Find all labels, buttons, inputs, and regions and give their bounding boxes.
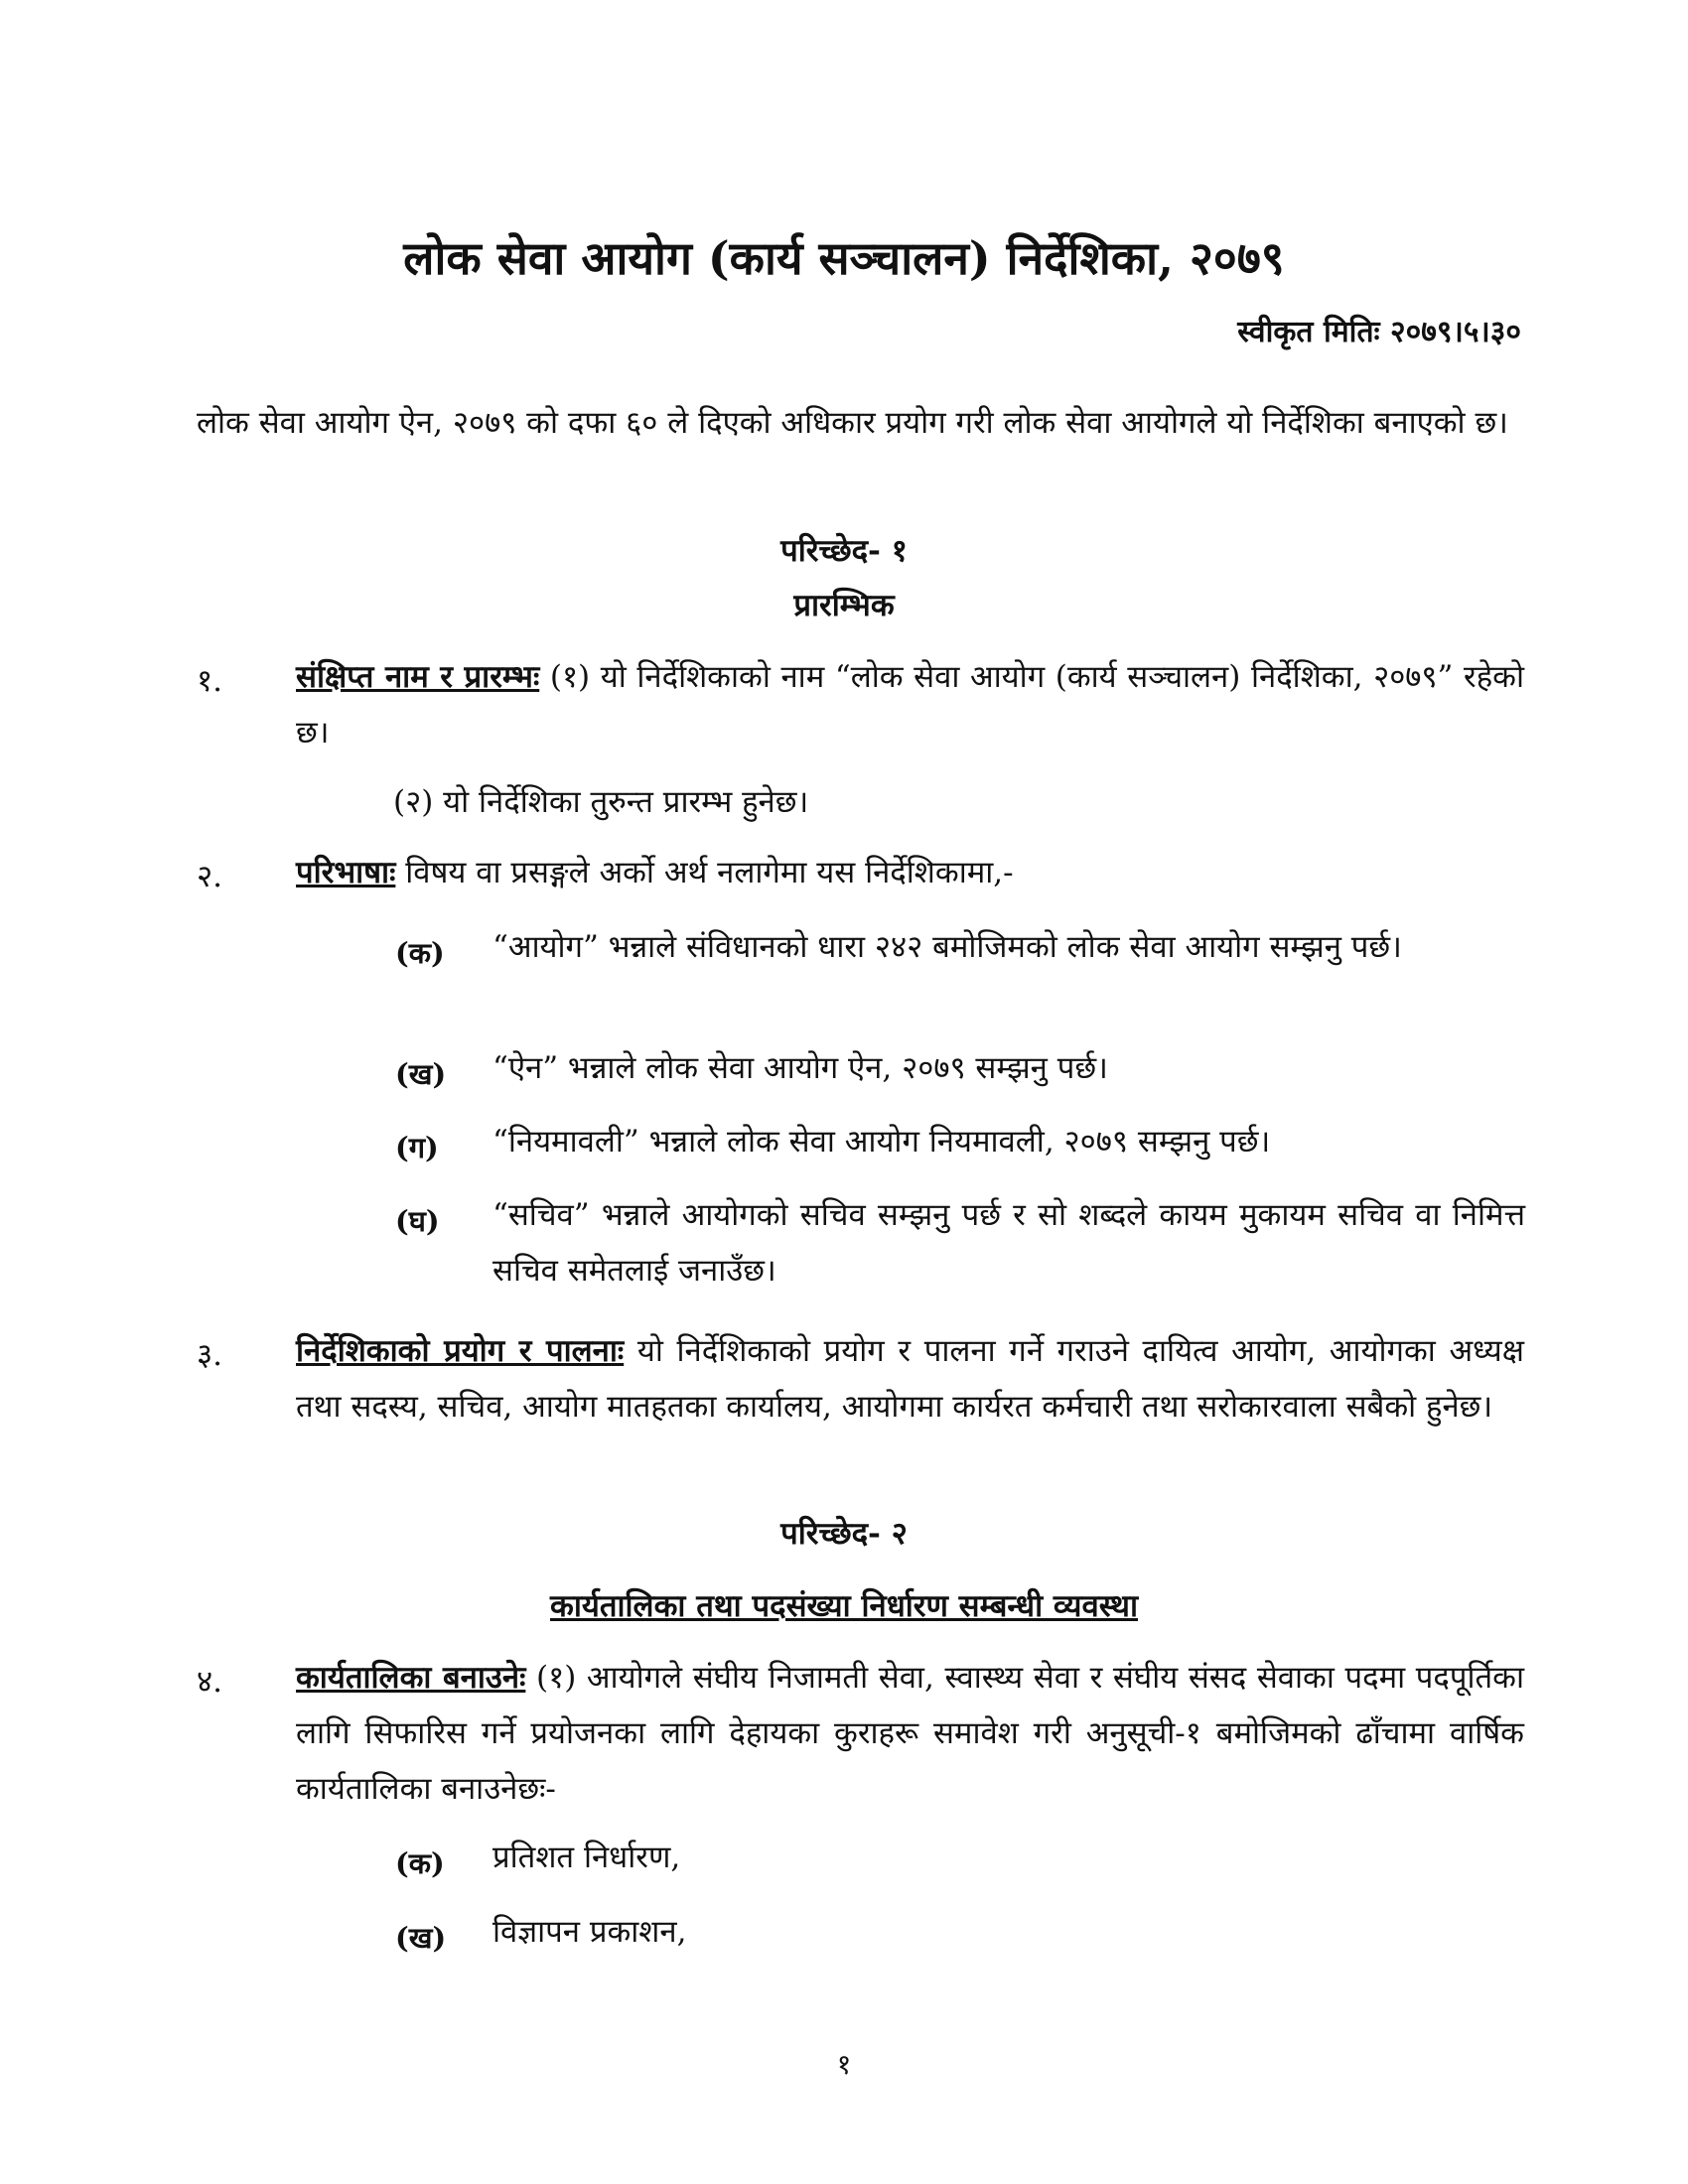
section-1-sub-2: (२) यो निर्देशिका तुरुन्त प्रारम्भ हुनेछ। xyxy=(393,784,809,820)
section-3-heading: निर्देशिकाको प्रयोग र पालनाः xyxy=(296,1333,625,1369)
definition-ga-mark: (ग) xyxy=(395,1131,439,1164)
section-4-item-ka-mark: (क) xyxy=(395,1846,445,1880)
chapter-2-title: कार्यतालिका तथा पदसंख्या निर्धारण सम्बन्धी व्यवस्था xyxy=(550,1588,1138,1624)
definition-ka-mark: (क) xyxy=(395,936,445,970)
definition-kha-mark: (ख) xyxy=(395,1057,447,1091)
section-4-item-ka-text: प्रतिशत निर्धारण, xyxy=(492,1840,681,1875)
section-2-heading: परिभाषाः xyxy=(296,855,396,890)
page-number: १ xyxy=(836,2048,852,2081)
definition-ka-text: “आयोग” भन्नाले संविधानको धारा २४२ बमोजिमको लोक सेवा आयोग सम्झनु पर्छ। xyxy=(492,929,1402,965)
definition-ga-text: “नियमावली” भन्नाले लोक सेवा आयोग नियमावली, २०७९ सम्झनु पर्छ। xyxy=(492,1124,1271,1160)
chapter-2-label: परिच्छेद- २ xyxy=(780,1516,908,1552)
section-3-number: ३. xyxy=(197,1337,222,1373)
chapter-1-label: परिच्छेद- १ xyxy=(780,533,908,569)
section-1-body xyxy=(296,649,1524,760)
chapter-1-title: प्रारम्भिक xyxy=(793,588,895,623)
section-4-body xyxy=(296,1650,1524,1817)
section-4-text: (१) आयोगले संघीय निजामती सेवा, स्वास्थ्य सेवा र संघीय संसद सेवाका पदमा पदपूर्तिका लागि सिफारिस गर्ने प्रयोजनका लागि देहायका कुराहरू समावेश गरी अनुसूची-१ बमोजिमको ढाँचामा वार्षिक कार्यतालिका बनाउनेछः- xyxy=(296,1660,1524,1807)
definition-kha-text: “ऐन” भन्नाले लोक सेवा आयोग ऐन, २०७९ सम्झनु पर्छ। xyxy=(492,1050,1108,1086)
section-2-text: विषय वा प्रसङ्गले अर्को अर्थ नलागेमा यस निर्देशिकामा,- xyxy=(395,855,1014,890)
section-1-number: १. xyxy=(197,663,222,699)
section-2-body xyxy=(296,845,1524,900)
section-4-item-kha-text: विज्ञापन प्रकाशन, xyxy=(492,1914,687,1950)
section-4-item-kha-mark: (ख) xyxy=(395,1921,447,1955)
approved-date: स्वीकृत मितिः २०७९।५।३० xyxy=(1237,315,1521,349)
document-title: लोक सेवा आयोग (कार्य सञ्चालन) निर्देशिका, २०७९ xyxy=(403,231,1285,285)
section-4-heading: कार्यतालिका बनाउनेः xyxy=(296,1660,526,1696)
section-3-text: यो निर्देशिकाको प्रयोग र पालना गर्ने गराउने दायित्व आयोग, आयोगका अध्यक्ष तथा सदस्य, सचिव, आयोग मातहतका कार्यालय, आयोगमा कार्यरत कर्मचारी तथा सरोकारवाला सबैको हुनेछ। xyxy=(296,1333,1524,1425)
section-1-heading: संक्षिप्त नाम र प्रारम्भः xyxy=(296,659,540,695)
section-2-number: २. xyxy=(197,859,222,894)
definition-gha-mark: (घ) xyxy=(395,1204,440,1238)
section-1-text: (१) यो निर्देशिकाको नाम “लोक सेवा आयोग (कार्य सञ्चालन) निर्देशिका, २०७९” रहेको छ। xyxy=(296,659,1524,751)
section-4-number: ४. xyxy=(197,1664,222,1700)
preamble-paragraph: लोक सेवा आयोग ऐन, २०७९ को दफा ६० ले दिएको अधिकार प्रयोग गरी लोक सेवा आयोगले यो निर्देशिका बनाएको छ। xyxy=(197,405,1508,441)
section-3-body xyxy=(296,1323,1524,1434)
definition-gha-text: “सचिव” भन्नाले आयोगको सचिव सम्झनु पर्छ र सो शब्दले कायम मुकायम सचिव वा निमित्त सचिव समेतलाई जनाउँछ। xyxy=(492,1197,1525,1289)
